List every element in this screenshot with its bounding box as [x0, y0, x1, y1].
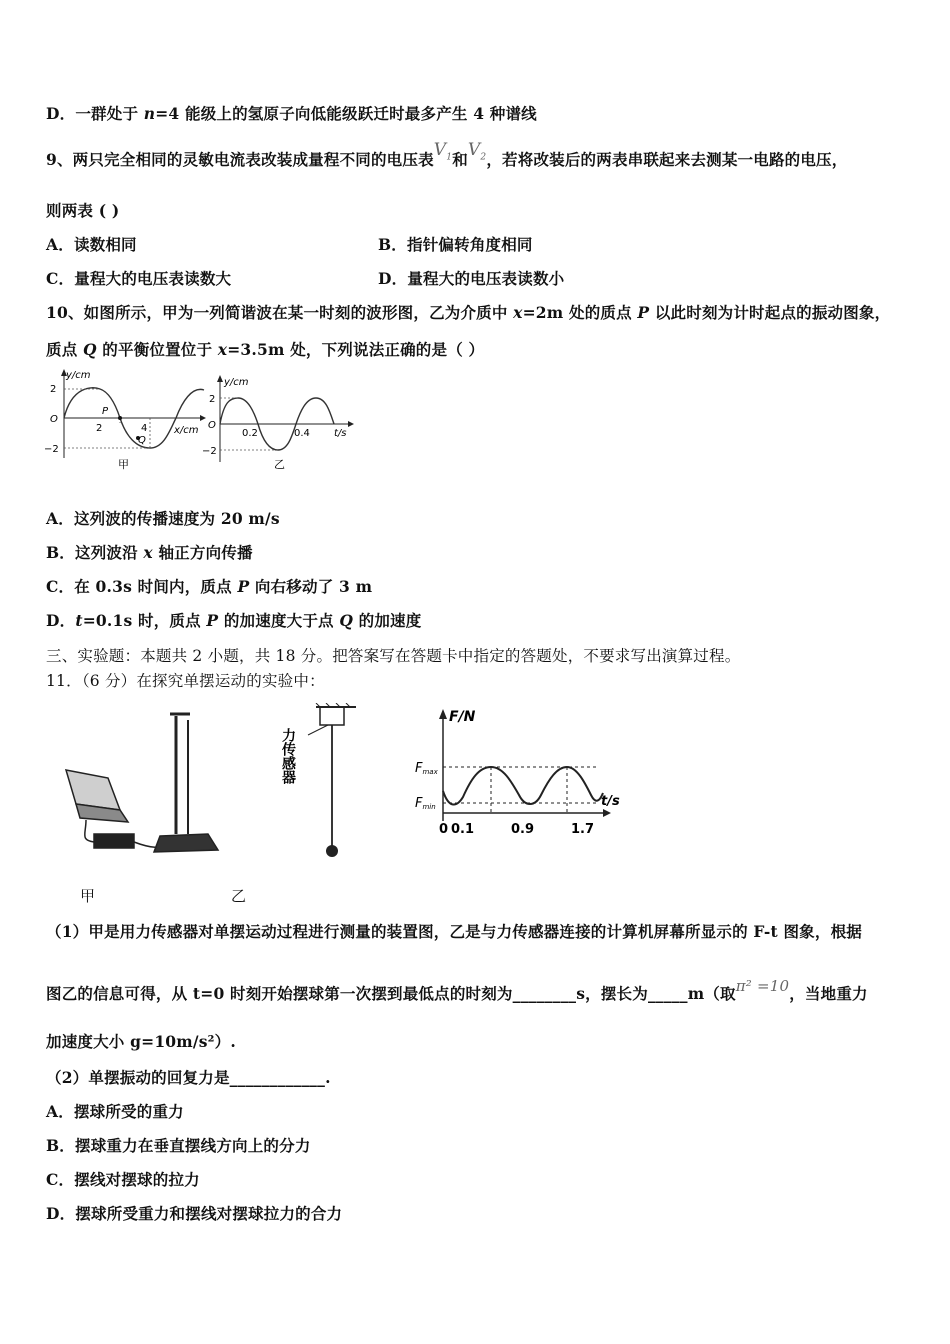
q11-option-d: D．摆球所受重力和摆线对摆球拉力的合力: [46, 1204, 343, 1223]
fmax-label: Fmax: [415, 761, 438, 776]
t-axis-arrow: [348, 421, 354, 427]
y-neg-label: −2: [44, 444, 59, 455]
tick-0.2: 0.2: [242, 428, 258, 439]
point-p: [118, 416, 122, 420]
caption-yi: 乙: [274, 458, 285, 471]
force-curve: [443, 767, 603, 805]
q11-option-b: B．摆球重力在垂直摆线方向上的分力: [46, 1136, 311, 1155]
q11-part2: （2）单摆振动的回复力是____________.: [46, 1068, 331, 1087]
q11-part1-line3: 加速度大小 g=10m/s²）.: [46, 1032, 236, 1051]
q11-stem: 11．（6 分）在探究单摆运动的实验中：: [46, 672, 325, 690]
sensor-label: 力传感器: [280, 728, 296, 784]
caption-jia: 甲: [80, 887, 96, 905]
sensor-pointer: [308, 725, 328, 735]
xlabel: t/s: [334, 428, 347, 439]
q9-option-b: B．指针偏转角度相同: [378, 235, 533, 254]
tick-0.4: 0.4: [294, 428, 310, 439]
tick-0.1: 0.1: [451, 822, 475, 837]
y-axis-arrow: [217, 375, 223, 382]
laptop-screen: [66, 770, 120, 810]
xlabel: x/cm: [174, 425, 199, 436]
vibration-graph-yi: [200, 374, 360, 478]
wave-graph-jia: [42, 368, 207, 476]
q9-option-d: D．量程大的电压表读数小: [378, 269, 565, 288]
q9-stem-end: 则两表 ( ): [46, 201, 120, 220]
t-label: t/s: [601, 794, 620, 809]
q10-option-a: A．这列波的传播速度为 20 m/s: [46, 509, 280, 528]
q10-option-c: C．在 0.3s 时间内，质点 P 向右移动了 3 m: [46, 577, 373, 596]
origin-label: O: [50, 414, 58, 425]
sensor-box: [320, 707, 344, 725]
pendulum-bob: [326, 845, 338, 857]
q10-option-d: D．t=0.1s 时，质点 P 的加速度大于点 Q 的加速度: [46, 611, 422, 630]
tick-1.7: 1.7: [571, 822, 595, 837]
t-axis-arrow: [603, 809, 611, 817]
apparatus-jia: [50, 700, 220, 860]
q10-option-b: B．这列波沿 x 轴正方向传播: [46, 543, 253, 562]
q8-option-d: D．一群处于 n=4 能级上的氢原子向低能级跃迁时最多产生 4 种谱线: [46, 104, 537, 123]
section-3-heading: 三、实验题：本题共 2 小题，共 18 分。把答案写在答题卡中指定的答题处，不要求写出演算过程。: [46, 647, 741, 665]
q9-option-a: A．读数相同: [46, 235, 137, 254]
fmin-label: Fmin: [415, 796, 436, 811]
p-label: P: [102, 406, 109, 417]
q11-part1-line2: 图乙的信息可得，从 t=0 时刻开始摆球第一次摆到最低点的时刻为________s，摆长为_____m（取π² =10，当地重力: [46, 977, 868, 1003]
q11-option-a: A．摆球所受的重力: [46, 1102, 184, 1121]
caption-yi: 乙: [231, 887, 247, 905]
q10-stem-line1: 10、如图所示，甲为一列简谐波在某一时刻的波形图，乙为介质中 x=2m 处的质点 P 以此时刻为计时起点的振动图象，: [46, 303, 891, 322]
q11-option-c: C．摆线对摆球的拉力: [46, 1170, 200, 1189]
y-neg-label: −2: [202, 446, 217, 457]
q9-stem: 9、两只完全相同的灵敏电流表改装成量程不同的电压表$V_1$和$V_2$，若将改装后的两表串联起来去测某一电路的电压，: [46, 140, 848, 169]
data-collector: [94, 834, 134, 848]
origin-label: O: [208, 420, 216, 431]
q9-option-c: C．量程大的电压表读数大: [46, 269, 232, 288]
force-time-graph: [405, 703, 635, 843]
f-axis-arrow: [439, 709, 447, 719]
tick-0: 0: [439, 822, 449, 837]
tick-2: 2: [96, 423, 103, 434]
q10-stem-line2: 质点 Q 的平衡位置位于 x=3.5m 处，下列说法正确的是（ ）: [46, 340, 485, 359]
ylabel: y/cm: [224, 377, 249, 388]
f-label: F/N: [449, 709, 476, 725]
y-pos-label: 2: [50, 384, 57, 395]
stand-base: [154, 834, 218, 852]
caption-jia: 甲: [118, 458, 129, 471]
pendulum-sensor: [280, 703, 360, 863]
y-pos-label: 2: [209, 394, 216, 405]
q11-part1-line1: （1）甲是用力传感器对单摆运动过程进行测量的装置图，乙是与力传感器连接的计算机屏幕所显示的 F-t 图象，根据: [46, 922, 862, 941]
ylabel: y/cm: [66, 370, 91, 381]
q-label: Q: [138, 435, 146, 446]
tick-4: 4: [141, 423, 148, 434]
tick-0.9: 0.9: [511, 822, 535, 837]
cable: [85, 820, 94, 842]
